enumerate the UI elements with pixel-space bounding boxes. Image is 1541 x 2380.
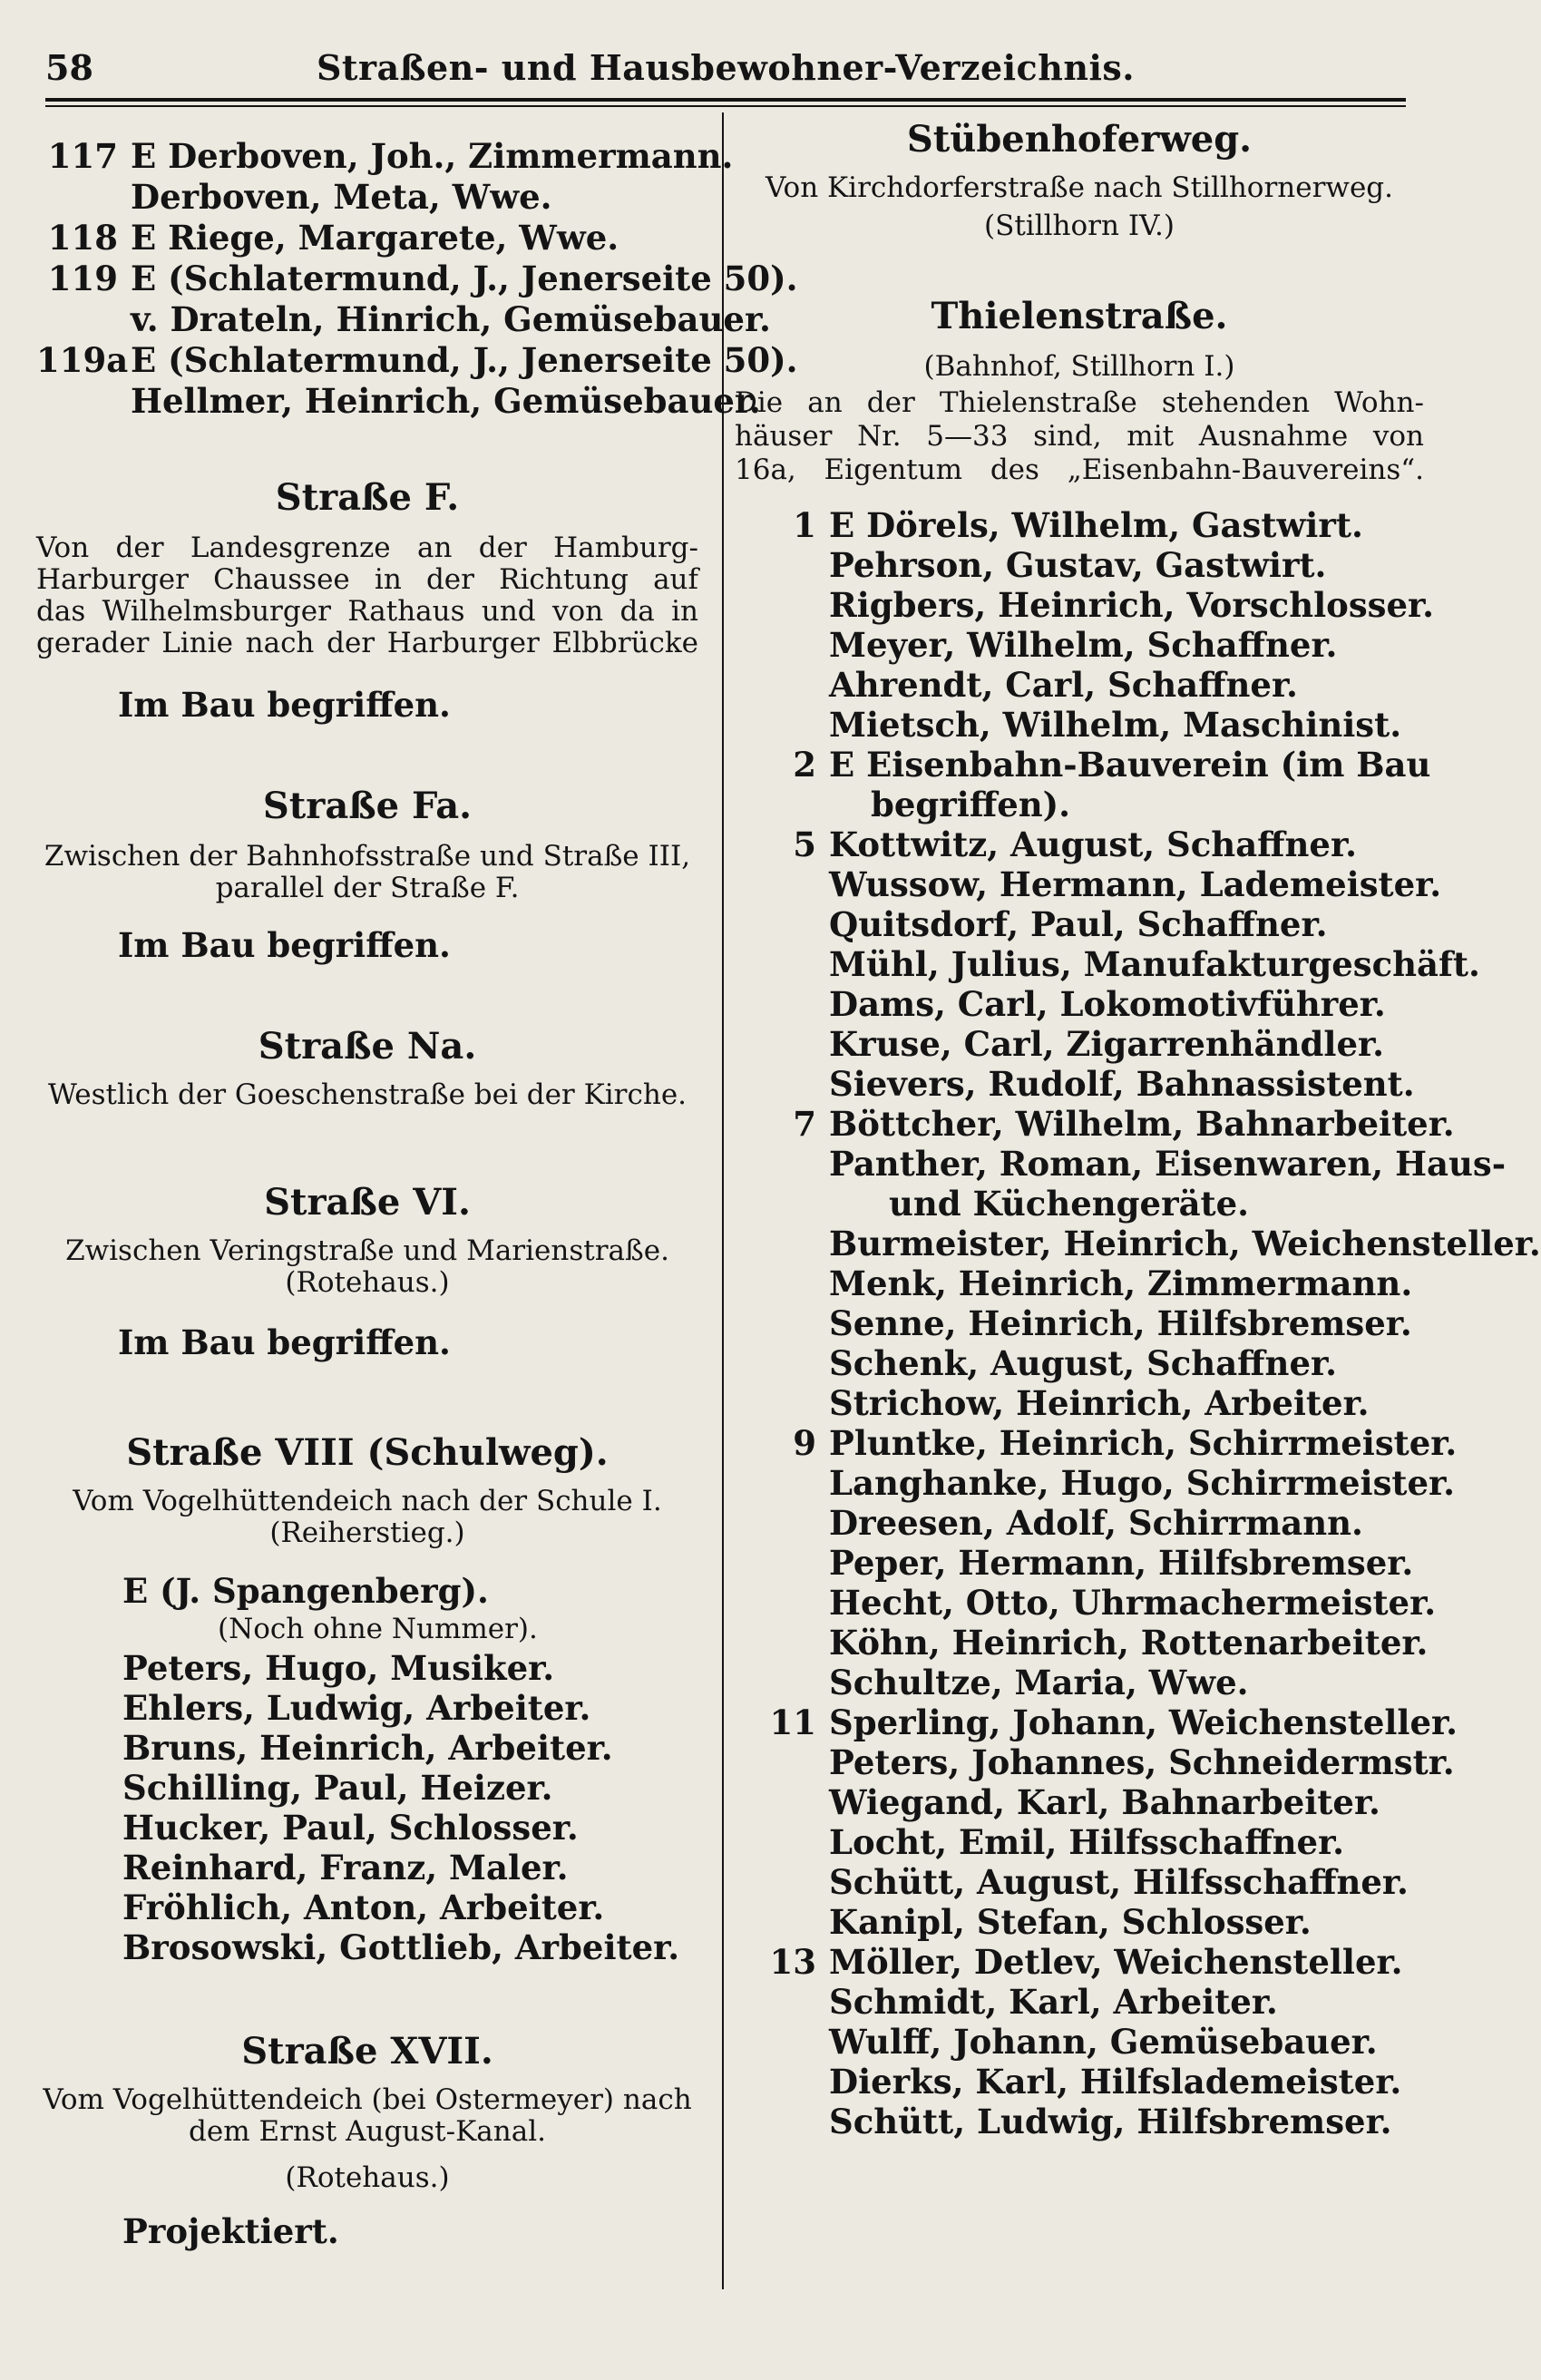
list-item: 118 E Riege, Margarete, Wwe. bbox=[47, 218, 619, 258]
list-item: Sievers, Rudolf, Bahnassistent. bbox=[829, 1064, 1415, 1104]
street-desc-stuebenhoferweg-1: Von Kirchdorferstraße nach Stillhornerweg. bbox=[765, 171, 1393, 204]
street-desc-xvii-1: Vom Vogelhüttendeich (bei Ostermeyer) nach bbox=[43, 2083, 692, 2116]
list-item: 9 Pluntke, Heinrich, Schirrmeister. bbox=[793, 1423, 1458, 1463]
list-item: Meyer, Wilhelm, Schaffner. bbox=[829, 625, 1338, 665]
street-heading-f: Straße F. bbox=[275, 476, 460, 519]
street-desc-fa-2: parallel der Straße F. bbox=[215, 872, 520, 904]
header-rule-thin bbox=[45, 105, 1406, 107]
list-item: Fröhlich, Anton, Arbeiter. bbox=[122, 1887, 605, 1927]
street-desc-f-1: Von der Landesgrenze an der Hamburg- bbox=[36, 532, 698, 564]
list-item: Burmeister, Heinrich, Weichensteller. bbox=[829, 1224, 1541, 1263]
street-desc-thielen-4: 16a, Eigentum des „Eisenbahn-Bauvereins“. bbox=[735, 454, 1424, 486]
street-desc-f-4: gerader Linie nach der Harburger Elbbrücke bbox=[36, 627, 698, 659]
list-item: Quitsdorf, Paul, Schaffner. bbox=[829, 904, 1328, 944]
street-note-xvii: Projektiert. bbox=[122, 2211, 339, 2251]
street-heading-vi: Straße VI. bbox=[264, 1181, 471, 1224]
street-desc-na: Westlich der Goeschenstraße bei der Kirche. bbox=[47, 1078, 688, 1111]
street-heading-viii: Straße VIII (Schulweg). bbox=[126, 1431, 609, 1474]
header-rule-thick bbox=[45, 98, 1406, 102]
list-item: Bruns, Heinrich, Arbeiter. bbox=[122, 1728, 613, 1768]
list-item: Schilling, Paul, Heizer. bbox=[122, 1768, 553, 1808]
street-desc-f-2: Harburger Chaussee in der Richtung auf bbox=[36, 563, 698, 596]
list-item: Brosowski, Gottlieb, Arbeiter. bbox=[122, 1927, 680, 1967]
street-owner-note-viii: (Noch ohne Nummer). bbox=[218, 1613, 538, 1645]
street-note-fa: Im Bau begriffen. bbox=[118, 925, 451, 965]
list-item: und Küchengeräte. bbox=[889, 1184, 1250, 1224]
list-item: Peters, Johannes, Schneidermstr. bbox=[829, 1742, 1455, 1782]
street-note-f: Im Bau begriffen. bbox=[118, 685, 451, 725]
street-desc-viii-2: (Reiherstieg.) bbox=[269, 1517, 465, 1549]
street-desc-fa-1: Zwischen der Bahnhofsstraße und Straße III, bbox=[44, 840, 691, 873]
list-item: Langhanke, Hugo, Schirrmeister. bbox=[829, 1463, 1456, 1503]
list-item: 119 E (Schlatermund, J., Jenerseite 50). bbox=[47, 258, 798, 298]
street-heading-thielenstrasse: Thielenstraße. bbox=[931, 295, 1228, 337]
list-item: Schütt, Ludwig, Hilfsbremser. bbox=[829, 2102, 1392, 2141]
list-item: Dams, Carl, Lokomotivführer. bbox=[829, 984, 1386, 1024]
list-item: 5 Kottwitz, August, Schaffner. bbox=[793, 824, 1357, 864]
list-item: 119aE (Schlatermund, J., Jenerseite 50). bbox=[36, 340, 798, 380]
list-item: Kruse, Carl, Zigarrenhändler. bbox=[829, 1024, 1384, 1064]
list-item: Locht, Emil, Hilfsschaffner. bbox=[829, 1822, 1345, 1862]
list-item: Hellmer, Heinrich, Gemüsebauer. bbox=[131, 381, 761, 421]
street-desc-vi-1: Zwischen Veringstraße und Marienstraße. bbox=[65, 1234, 669, 1267]
list-item: Schultze, Maria, Wwe. bbox=[829, 1663, 1249, 1702]
list-item: 13 Möller, Detlev, Weichensteller. bbox=[769, 1942, 1403, 1982]
list-item: Wussow, Hermann, Lademeister. bbox=[829, 864, 1442, 904]
list-item: Dreesen, Adolf, Schirrmann. bbox=[829, 1503, 1363, 1543]
running-title: Straßen- und Hausbewohner-Verzeichnis. bbox=[316, 47, 1136, 88]
street-heading-stuebenhoferweg: Stübenhoferweg. bbox=[906, 118, 1253, 161]
list-item: Köhn, Heinrich, Rottenarbeiter. bbox=[829, 1623, 1429, 1663]
list-item: Peters, Hugo, Musiker. bbox=[122, 1648, 555, 1688]
list-item: Schenk, August, Schaffner. bbox=[829, 1343, 1337, 1383]
list-item: Hecht, Otto, Uhrmachermeister. bbox=[829, 1583, 1437, 1623]
list-item: 117 E Derboven, Joh., Zimmermann. bbox=[47, 136, 734, 176]
list-item: Dierks, Karl, Hilfslademeister. bbox=[829, 2062, 1402, 2102]
list-item: Hucker, Paul, Schlosser. bbox=[122, 1808, 579, 1848]
list-item: 11 Sperling, Johann, Weichensteller. bbox=[769, 1702, 1458, 1742]
street-heading-fa: Straße Fa. bbox=[262, 785, 473, 827]
list-item: Reinhard, Franz, Maler. bbox=[122, 1848, 569, 1887]
list-item: 2 E Eisenbahn-Bauverein (im Bau bbox=[793, 745, 1431, 785]
list-item: Ehlers, Ludwig, Arbeiter. bbox=[122, 1688, 591, 1728]
street-desc-vi-2: (Rotehaus.) bbox=[285, 1266, 450, 1299]
street-desc-thielen-1: (Bahnhof, Stillhorn I.) bbox=[923, 350, 1235, 383]
list-item: Derboven, Meta, Wwe. bbox=[131, 177, 552, 217]
list-item: Schmidt, Karl, Arbeiter. bbox=[829, 1982, 1278, 2022]
list-item: Wiegand, Karl, Bahnarbeiter. bbox=[829, 1782, 1380, 1822]
street-desc-xvii-2: dem Ernst August-Kanal. bbox=[189, 2115, 546, 2148]
list-item: v. Drateln, Hinrich, Gemüsebauer. bbox=[131, 299, 771, 339]
list-item: Strichow, Heinrich, Arbeiter. bbox=[829, 1383, 1370, 1423]
street-owner-viii: E (J. Spangenberg). bbox=[122, 1571, 489, 1611]
street-desc-thielen-3: häuser Nr. 5—33 sind, mit Ausnahme von bbox=[735, 420, 1424, 453]
list-item: Kanipl, Stefan, Schlosser. bbox=[829, 1902, 1312, 1942]
list-item: Menk, Heinrich, Zimmermann. bbox=[829, 1263, 1413, 1303]
street-desc-thielen-2: Die an der Thielenstraße stehenden Wohn- bbox=[735, 386, 1424, 419]
list-item: Wulff, Johann, Gemüsebauer. bbox=[829, 2022, 1378, 2062]
list-item: Panther, Roman, Eisenwaren, Haus- bbox=[829, 1144, 1507, 1184]
list-item: Ahrendt, Carl, Schaffner. bbox=[829, 665, 1298, 705]
list-item: Mühl, Julius, Manufakturgeschäft. bbox=[829, 944, 1480, 984]
list-item: Mietsch, Wilhelm, Maschinist. bbox=[829, 705, 1402, 745]
list-item: Peper, Hermann, Hilfsbremser. bbox=[829, 1543, 1414, 1583]
list-item: Pehrson, Gustav, Gastwirt. bbox=[829, 545, 1327, 585]
street-desc-f-3: das Wilhelmsburger Rathaus und von da in bbox=[36, 595, 698, 628]
street-desc-xvii-3: (Rotehaus.) bbox=[285, 2161, 450, 2194]
street-desc-viii-1: Vom Vogelhüttendeich nach der Schule I. bbox=[73, 1485, 662, 1517]
list-item: Senne, Heinrich, Hilfsbremser. bbox=[829, 1303, 1412, 1343]
list-item: begriffen). bbox=[871, 785, 1071, 824]
street-heading-xvii: Straße XVII. bbox=[241, 2030, 493, 2073]
list-item: 7 Böttcher, Wilhelm, Bahnarbeiter. bbox=[793, 1104, 1455, 1144]
list-item: 1 E Dörels, Wilhelm, Gastwirt. bbox=[793, 505, 1363, 545]
page-header bbox=[45, 47, 1406, 98]
street-desc-stuebenhoferweg-2: (Stillhorn IV.) bbox=[984, 210, 1175, 242]
street-note-vi: Im Bau begriffen. bbox=[118, 1322, 451, 1362]
column-divider bbox=[722, 112, 724, 2289]
list-item: Schütt, August, Hilfsschaffner. bbox=[829, 1862, 1409, 1902]
list-item: Rigbers, Heinrich, Vorschlosser. bbox=[829, 585, 1435, 625]
street-heading-na: Straße Na. bbox=[258, 1025, 477, 1068]
page-number: 58 bbox=[45, 47, 93, 88]
